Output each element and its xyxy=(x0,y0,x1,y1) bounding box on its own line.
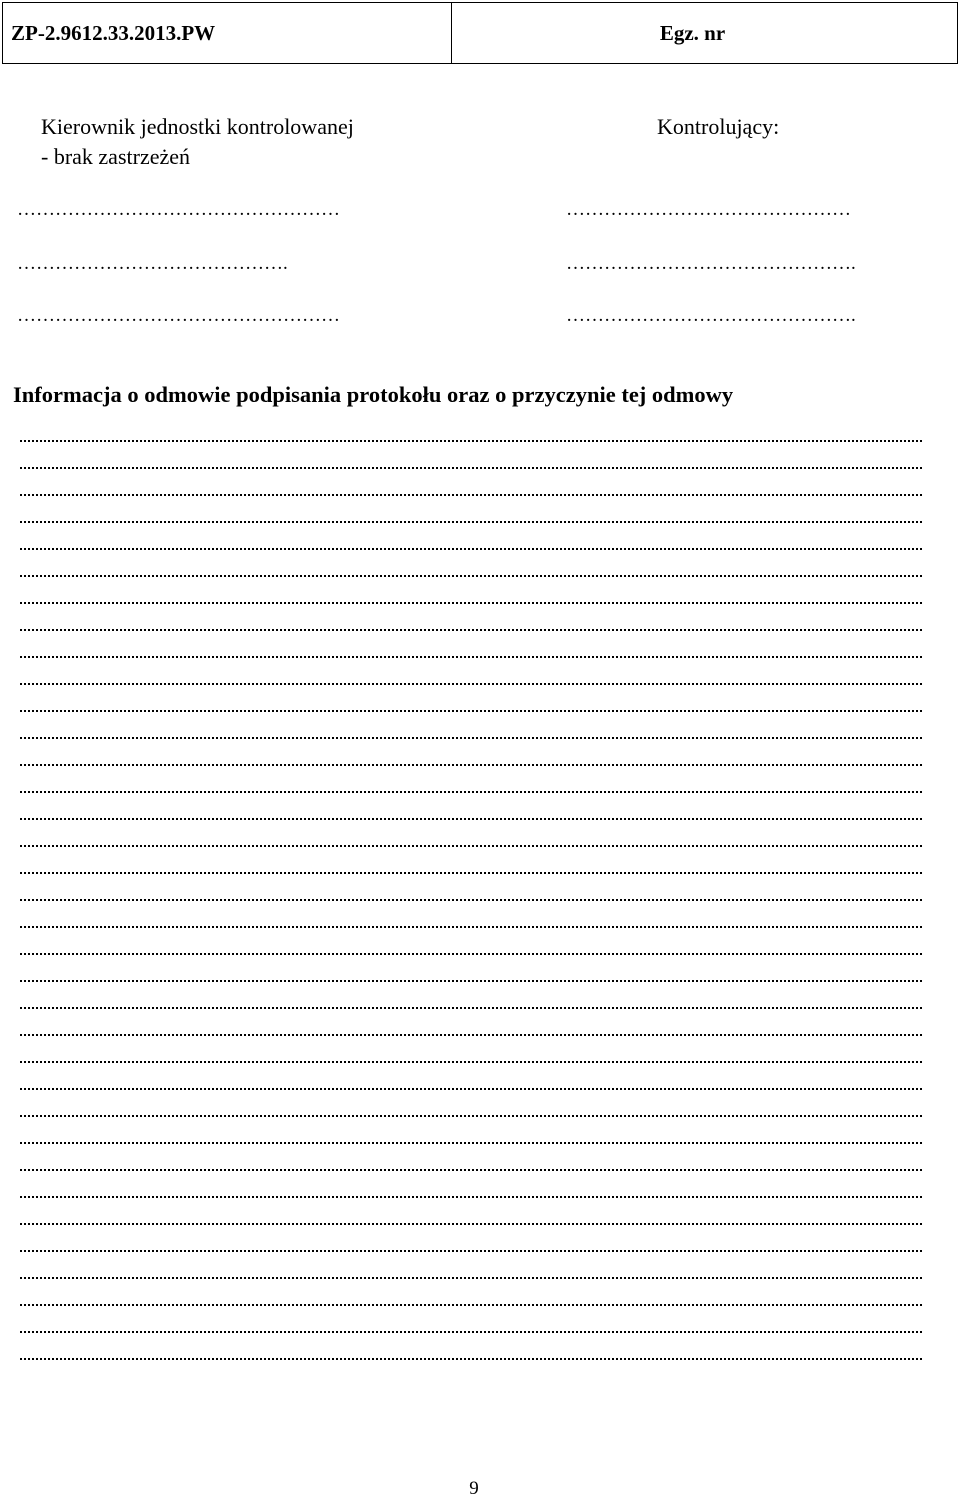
dotted-writing-line xyxy=(20,1252,922,1279)
dotted-writing-line xyxy=(20,1009,922,1036)
header-table xyxy=(2,2,958,64)
dotted-writing-line xyxy=(20,793,922,820)
dotted-writing-line xyxy=(20,1036,922,1063)
dotted-writing-line xyxy=(20,523,922,550)
dotted-writing-line xyxy=(20,901,922,928)
dotted-writing-line xyxy=(20,1198,922,1225)
refusal-section-title: Informacja o odmowie podpisania protokołu oraz o przyczynie tej odmowy xyxy=(13,382,734,407)
dotted-writing-line xyxy=(20,550,922,577)
left-signature-line-1: …………………………………………… xyxy=(17,199,340,220)
dotted-writing-line xyxy=(20,1090,922,1117)
right-signature-line-2: ………………………………………. xyxy=(566,253,856,274)
copy-number-label: Egz. nr xyxy=(659,20,726,45)
dotted-writing-line xyxy=(20,631,922,658)
inspected-unit-head-title-line2: - brak zastrzeżeń xyxy=(41,144,191,169)
dotted-writing-line xyxy=(20,982,922,1009)
dotted-writing-line xyxy=(20,442,922,469)
dotted-writing-line xyxy=(20,658,922,685)
dotted-writing-line xyxy=(20,1117,922,1144)
right-signature-line-1: ……………………………………… xyxy=(566,199,851,220)
left-signature-line-3: …………………………………………… xyxy=(17,305,340,326)
refusal-reason-lines xyxy=(20,415,922,1360)
dotted-writing-line xyxy=(20,685,922,712)
dotted-writing-line xyxy=(20,496,922,523)
document-number: ZP-2.9612.33.2013.PW xyxy=(11,20,216,45)
dotted-writing-line xyxy=(20,1279,922,1306)
inspected-unit-head-title xyxy=(41,112,354,172)
inspector-title xyxy=(657,112,779,142)
dotted-writing-line xyxy=(20,847,922,874)
copy-number-cell xyxy=(452,3,957,63)
right-signature-line-3: ………………………………………. xyxy=(566,305,856,326)
dotted-writing-line xyxy=(20,874,922,901)
page-number: 9 xyxy=(469,1478,479,1499)
dotted-writing-line xyxy=(20,928,922,955)
dotted-writing-line xyxy=(20,1144,922,1171)
inspected-unit-head-title-line1: Kierownik jednostki kontrolowanej xyxy=(41,114,354,139)
dotted-writing-line xyxy=(20,469,922,496)
dotted-writing-line xyxy=(20,1333,922,1360)
dotted-writing-line xyxy=(20,766,922,793)
dotted-writing-line xyxy=(20,604,922,631)
left-signature-line-2: ……………………………………. xyxy=(17,253,288,274)
dotted-writing-line xyxy=(20,577,922,604)
dotted-writing-line xyxy=(20,415,922,442)
dotted-writing-line xyxy=(20,1306,922,1333)
dotted-writing-line xyxy=(20,820,922,847)
dotted-writing-line xyxy=(20,1063,922,1090)
inspector-title-text: Kontrolujący: xyxy=(657,114,780,139)
dotted-writing-line xyxy=(20,739,922,766)
dotted-writing-line xyxy=(20,1225,922,1252)
dotted-writing-line xyxy=(20,712,922,739)
dotted-writing-line xyxy=(20,1171,922,1198)
document-number-cell xyxy=(3,3,452,63)
dotted-writing-line xyxy=(20,955,922,982)
